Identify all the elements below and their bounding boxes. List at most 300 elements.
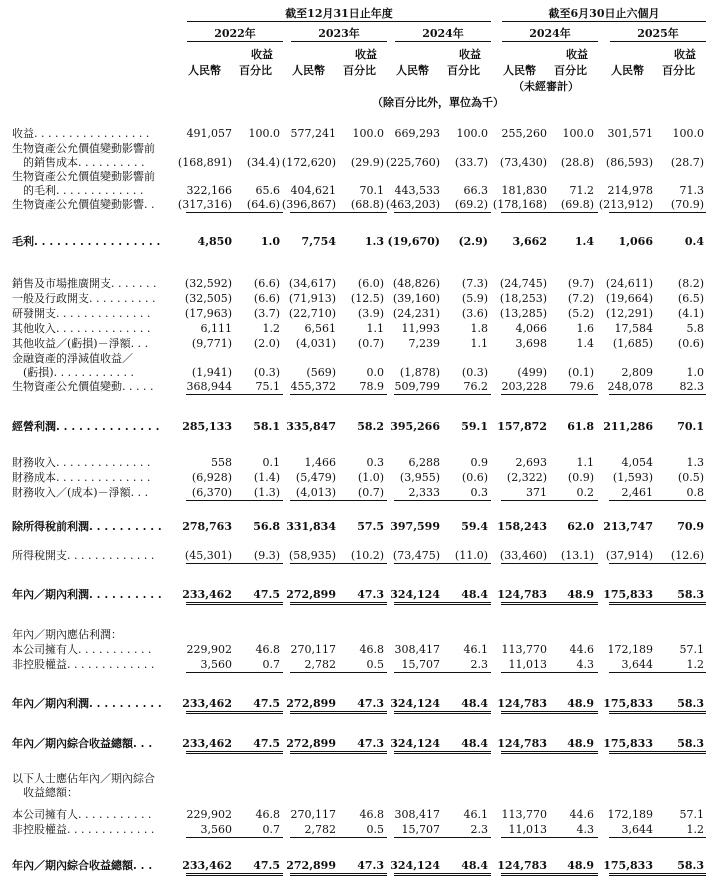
row-label: (虧損). . . . . . . . . . . . — [12, 366, 135, 379]
cell-percentage: (1.3) — [253, 486, 280, 499]
cell-percentage: 100.0 — [248, 127, 280, 140]
cell-amount: (18,253) — [499, 292, 547, 305]
cell-amount: (168,891) — [177, 156, 232, 169]
header-year-2023: 2023年 — [291, 27, 387, 42]
cell-percentage: 66.3 — [463, 184, 488, 197]
cell-percentage: (10.2) — [350, 549, 384, 562]
cell-amount: 308,417 — [394, 808, 440, 821]
cell-amount: 124,783 — [497, 737, 547, 750]
row-label: 生物資產公允價值變動. . . . . — [12, 380, 154, 393]
cell-percentage: 70.1 — [677, 420, 704, 433]
cell-amount: (58,935) — [288, 549, 336, 562]
cell-amount: (172,620) — [281, 156, 336, 169]
cell-percentage: (69.8) — [560, 198, 594, 211]
cell-percentage: (34.4) — [246, 156, 280, 169]
header-col-pct-line1: 收益 — [674, 48, 696, 61]
cell-percentage: (1.0) — [357, 471, 384, 484]
cell-percentage: 0.5 — [366, 823, 384, 836]
cell-amount: 272,899 — [286, 737, 336, 750]
subtotal-rule — [290, 563, 387, 564]
cell-amount: (45,301) — [184, 549, 232, 562]
cell-percentage: 65.6 — [255, 184, 280, 197]
cell-percentage: 0.5 — [366, 658, 384, 671]
cell-amount: 558 — [211, 456, 232, 469]
cell-amount: (1,685) — [612, 337, 653, 350]
cell-amount: 443,533 — [394, 184, 440, 197]
cell-amount: 324,124 — [390, 737, 440, 750]
cell-amount: 203,228 — [501, 380, 547, 393]
row-label: 年內／期內綜合收益總額. . . — [12, 737, 153, 750]
header-col-pct-line1: 收益 — [355, 48, 377, 61]
cell-amount: (13,285) — [499, 307, 547, 320]
header-col-pct-line1: 收益 — [566, 48, 588, 61]
cell-amount: (3,955) — [399, 471, 440, 484]
cell-amount: (37,914) — [605, 549, 653, 562]
total-double-rule — [609, 873, 706, 876]
cell-percentage: (8.2) — [677, 277, 704, 290]
subtotal-rule — [501, 500, 598, 501]
cell-amount: (73,475) — [392, 549, 440, 562]
total-double-rule — [501, 751, 598, 754]
cell-percentage: (0.6) — [677, 337, 704, 350]
row-label: 其他收入. . . . . . . . . . . . . . — [12, 322, 151, 335]
cell-amount: 272,899 — [286, 859, 336, 872]
cell-amount: 158,243 — [497, 520, 547, 533]
total-double-rule — [290, 751, 387, 754]
cell-amount: 233,462 — [182, 588, 232, 601]
cell-percentage: (1.4) — [253, 471, 280, 484]
cell-amount: (19,664) — [605, 292, 653, 305]
cell-percentage: (29.9) — [350, 156, 384, 169]
cell-percentage: (3.7) — [253, 307, 280, 320]
subtotal-rule — [394, 837, 491, 838]
cell-percentage: 47.3 — [357, 859, 384, 872]
cell-amount: (24,611) — [605, 277, 653, 290]
cell-amount: 368,944 — [186, 380, 232, 393]
subtotal-rule — [609, 563, 706, 564]
cell-amount: (499) — [517, 366, 547, 379]
cell-percentage: 57.1 — [679, 643, 704, 656]
cell-amount: 270,117 — [290, 643, 336, 656]
cell-percentage: (12.6) — [670, 549, 704, 562]
header-col-pct-line2: 百分比 — [239, 64, 272, 77]
cell-amount: 2,809 — [621, 366, 653, 379]
cell-amount: 124,783 — [497, 588, 547, 601]
total-double-rule — [501, 602, 598, 605]
row-label: 其他收益／(虧損)－淨額. . . — [12, 337, 149, 350]
cell-amount: 11,013 — [508, 823, 547, 836]
cell-amount: 2,782 — [304, 658, 336, 671]
cell-percentage: 58.3 — [677, 697, 704, 710]
cell-percentage: 48.9 — [567, 859, 594, 872]
total-double-rule — [186, 751, 283, 754]
row-label: 年內／期內應佔利潤： — [12, 628, 122, 641]
cell-amount: (4,031) — [295, 337, 336, 350]
cell-percentage: (7.3) — [461, 277, 488, 290]
row-label: 的毛利. . . . . . . . . . . . . — [12, 184, 144, 197]
cell-percentage: 1.2 — [686, 823, 704, 836]
cell-amount: 4,066 — [515, 322, 547, 335]
cell-percentage: (9.7) — [567, 277, 594, 290]
cell-amount: 322,166 — [186, 184, 232, 197]
subtotal-rule — [186, 672, 283, 673]
cell-amount: 233,462 — [182, 697, 232, 710]
cell-percentage: 58.1 — [253, 420, 280, 433]
cell-amount: (24,745) — [499, 277, 547, 290]
cell-percentage: 100.0 — [562, 127, 594, 140]
cell-amount: 324,124 — [390, 588, 440, 601]
cell-percentage: 1.0 — [686, 366, 704, 379]
subtotal-rule — [186, 563, 283, 564]
units-note: （除百分比外，單位為千） — [372, 96, 504, 109]
cell-percentage: 1.6 — [576, 322, 594, 335]
cell-amount: 7,754 — [301, 235, 336, 248]
total-double-rule — [290, 602, 387, 605]
row-label: 一般及行政開支. . . . . . . . . . — [12, 292, 156, 305]
cell-amount: 181,830 — [501, 184, 547, 197]
subtotal-rule — [609, 837, 706, 838]
subtotal-rule — [501, 672, 598, 673]
cell-amount: 324,124 — [390, 859, 440, 872]
cell-amount: 2,693 — [515, 456, 547, 469]
cell-percentage: (0.5) — [677, 471, 704, 484]
header-col-rmb: 人民幣 — [188, 64, 221, 77]
cell-percentage: 0.1 — [262, 456, 280, 469]
cell-percentage: 100.0 — [456, 127, 488, 140]
cell-amount: 1,066 — [618, 235, 653, 248]
cell-amount: 214,978 — [607, 184, 653, 197]
cell-amount: 3,698 — [515, 337, 547, 350]
cell-amount: (24,231) — [392, 307, 440, 320]
cell-amount: (6,928) — [191, 471, 232, 484]
cell-amount: 6,111 — [200, 322, 232, 335]
total-double-rule — [394, 873, 491, 876]
cell-amount: 272,899 — [286, 697, 336, 710]
subtotal-rule — [290, 837, 387, 838]
cell-percentage: 71.3 — [679, 184, 704, 197]
cell-amount: 15,707 — [401, 658, 440, 671]
cell-percentage: 1.4 — [576, 337, 594, 350]
cell-amount: (6,370) — [191, 486, 232, 499]
cell-percentage: 47.5 — [253, 737, 280, 750]
cell-percentage: 46.1 — [463, 643, 488, 656]
cell-percentage: (6.5) — [677, 292, 704, 305]
cell-amount: 229,902 — [186, 808, 232, 821]
cell-amount: 3,644 — [621, 823, 653, 836]
cell-percentage: 4.3 — [576, 658, 594, 671]
subtotal-rule — [609, 394, 706, 395]
cell-amount: (1,878) — [399, 366, 440, 379]
total-double-rule — [394, 751, 491, 754]
header-col-rmb: 人民幣 — [396, 64, 429, 77]
cell-amount: (73,430) — [499, 156, 547, 169]
cell-amount: 6,288 — [408, 456, 440, 469]
subtotal-rule — [609, 212, 706, 213]
cell-amount: 124,783 — [497, 859, 547, 872]
cell-amount: 331,834 — [286, 520, 336, 533]
cell-percentage: (28.7) — [670, 156, 704, 169]
cell-percentage: 1.2 — [262, 322, 280, 335]
total-double-rule — [609, 711, 706, 714]
cell-percentage: (2.0) — [253, 337, 280, 350]
header-col-pct-line2: 百分比 — [343, 64, 376, 77]
subtotal-rule — [290, 212, 387, 213]
cell-percentage: 47.3 — [357, 737, 384, 750]
cell-percentage: 1.1 — [576, 456, 594, 469]
cell-amount: (9,771) — [191, 337, 232, 350]
row-label: 年內／期內利潤. . . . . . . . . . — [12, 697, 162, 710]
cell-percentage: 76.2 — [463, 380, 488, 393]
cell-percentage: 0.4 — [684, 235, 704, 248]
cell-percentage: (70.9) — [670, 198, 704, 211]
header-h1-2025: 2025年 — [610, 27, 706, 42]
cell-percentage: 1.1 — [366, 322, 384, 335]
cell-percentage: 46.8 — [255, 808, 280, 821]
cell-percentage: (28.8) — [560, 156, 594, 169]
cell-amount: (19,670) — [387, 235, 440, 248]
cell-percentage: 1.2 — [686, 658, 704, 671]
cell-amount: 509,799 — [394, 380, 440, 393]
cell-percentage: (5.2) — [567, 307, 594, 320]
row-label: 研發開支. . . . . . . . . . . . . . — [12, 307, 151, 320]
cell-percentage: 47.3 — [357, 697, 384, 710]
cell-percentage: 48.4 — [461, 859, 488, 872]
cell-percentage: (33.7) — [454, 156, 488, 169]
header-col-pct-line1: 收益 — [459, 48, 481, 61]
cell-percentage: 48.9 — [567, 588, 594, 601]
cell-percentage: 59.4 — [461, 520, 488, 533]
cell-percentage: 61.8 — [567, 420, 594, 433]
cell-amount: (213,912) — [598, 198, 653, 211]
cell-percentage: 4.3 — [576, 823, 594, 836]
cell-amount: 455,372 — [290, 380, 336, 393]
cell-percentage: (5.9) — [461, 292, 488, 305]
row-label: 金融資產的淨減值收益／ — [12, 352, 133, 365]
cell-amount: (2,322) — [506, 471, 547, 484]
cell-percentage: (7.2) — [567, 292, 594, 305]
cell-amount: 270,117 — [290, 808, 336, 821]
header-year-2024: 2024年 — [395, 27, 491, 42]
cell-percentage: 58.3 — [677, 588, 704, 601]
cell-amount: 3,662 — [512, 235, 547, 248]
cell-percentage: (6.6) — [253, 277, 280, 290]
cell-amount: (86,593) — [605, 156, 653, 169]
row-label: 財務收入／(成本)－淨額. . . — [12, 486, 149, 499]
cell-amount: 172,189 — [607, 808, 653, 821]
cell-amount: 15,707 — [401, 823, 440, 836]
cell-percentage: (12.5) — [350, 292, 384, 305]
total-double-rule — [186, 873, 283, 876]
cell-percentage: 48.9 — [567, 697, 594, 710]
row-label: 生物資產公允價值變動影響. . — [12, 198, 155, 211]
cell-amount: 3,560 — [200, 658, 232, 671]
cell-amount: 113,770 — [501, 808, 547, 821]
cell-amount: 397,599 — [390, 520, 440, 533]
cell-percentage: 75.1 — [255, 380, 280, 393]
cell-percentage: 100.0 — [352, 127, 384, 140]
cell-amount: 577,241 — [290, 127, 336, 140]
row-label: 非控股權益. . . . . . . . . . . . . — [12, 823, 155, 836]
cell-percentage: 78.9 — [359, 380, 384, 393]
cell-percentage: 57.1 — [679, 808, 704, 821]
total-double-rule — [609, 751, 706, 754]
header-col-pct-line1: 收益 — [251, 48, 273, 61]
row-label: 財務收入. . . . . . . . . . . . . . — [12, 456, 151, 469]
row-label: 本公司擁有人. . . . . . . . . . . — [12, 808, 152, 821]
cell-percentage: (0.7) — [357, 486, 384, 499]
cell-percentage: (2.9) — [458, 235, 488, 248]
cell-percentage: (4.1) — [677, 307, 704, 320]
total-double-rule — [501, 873, 598, 876]
cell-percentage: (0.1) — [567, 366, 594, 379]
cell-percentage: (69.2) — [454, 198, 488, 211]
cell-percentage: 79.6 — [569, 380, 594, 393]
cell-percentage: 62.0 — [567, 520, 594, 533]
cell-amount: 175,833 — [603, 697, 653, 710]
cell-percentage: 46.8 — [359, 643, 384, 656]
cell-amount: (463,203) — [385, 198, 440, 211]
row-label: 以下人士應佔年內／期內綜合 — [12, 772, 155, 785]
cell-amount: (569) — [306, 366, 336, 379]
cell-amount: 255,260 — [501, 127, 547, 140]
cell-percentage: (6.0) — [357, 277, 384, 290]
cell-percentage: (13.1) — [560, 549, 594, 562]
cell-amount: 4,054 — [621, 456, 653, 469]
cell-amount: (32,592) — [184, 277, 232, 290]
header-col-pct-line2: 百分比 — [554, 64, 587, 77]
cell-percentage: (3.6) — [461, 307, 488, 320]
total-double-rule — [501, 711, 598, 714]
cell-amount: (39,160) — [392, 292, 440, 305]
header-col-pct-line2: 百分比 — [447, 64, 480, 77]
row-label: 本公司擁有人. . . . . . . . . . . — [12, 643, 152, 656]
cell-percentage: 1.4 — [574, 235, 594, 248]
cell-percentage: 46.8 — [255, 643, 280, 656]
cell-amount: 491,057 — [186, 127, 232, 140]
cell-percentage: 5.8 — [686, 322, 704, 335]
row-label: 非控股權益. . . . . . . . . . . . . — [12, 658, 155, 671]
cell-amount: 2,333 — [408, 486, 440, 499]
subtotal-rule — [501, 837, 598, 838]
cell-percentage: 0.7 — [262, 658, 280, 671]
cell-percentage: 0.8 — [686, 486, 704, 499]
cell-amount: 324,124 — [390, 697, 440, 710]
cell-amount: 175,833 — [603, 859, 653, 872]
cell-amount: 248,078 — [607, 380, 653, 393]
subtotal-rule — [394, 212, 491, 213]
cell-percentage: 47.5 — [253, 859, 280, 872]
cell-amount: 17,584 — [614, 322, 653, 335]
header-h1-2024: 2024年 — [502, 27, 598, 42]
cell-percentage: 1.3 — [686, 456, 704, 469]
cell-amount: 213,747 — [603, 520, 653, 533]
cell-percentage: 2.3 — [470, 823, 488, 836]
cell-percentage: 46.8 — [359, 808, 384, 821]
cell-percentage: 1.3 — [364, 235, 384, 248]
cell-percentage: 57.5 — [357, 520, 384, 533]
cell-amount: (225,760) — [385, 156, 440, 169]
header-col-pct-line2: 百分比 — [662, 64, 695, 77]
cell-percentage: 59.1 — [461, 420, 488, 433]
cell-percentage: 0.2 — [576, 486, 594, 499]
row-label: 經營利潤. . . . . . . . . . . . . . — [12, 420, 160, 433]
cell-amount: 404,621 — [290, 184, 336, 197]
cell-amount: 278,763 — [182, 520, 232, 533]
cell-percentage: (0.7) — [357, 337, 384, 350]
cell-amount: 175,833 — [603, 588, 653, 601]
subtotal-rule — [501, 394, 598, 395]
cell-percentage: (68.8) — [350, 198, 384, 211]
cell-percentage: 47.5 — [253, 697, 280, 710]
total-double-rule — [186, 711, 283, 714]
cell-percentage: 82.3 — [679, 380, 704, 393]
cell-amount: 211,286 — [603, 420, 653, 433]
cell-amount: 175,833 — [603, 737, 653, 750]
subtotal-rule — [186, 394, 283, 395]
cell-amount: 7,239 — [408, 337, 440, 350]
cell-percentage: 70.1 — [359, 184, 384, 197]
cell-percentage: 48.4 — [461, 697, 488, 710]
cell-amount: 157,872 — [497, 420, 547, 433]
cell-percentage: 71.2 — [569, 184, 594, 197]
cell-percentage: 0.9 — [470, 456, 488, 469]
row-label: 財務成本. . . . . . . . . . . . . . — [12, 471, 151, 484]
cell-amount: 11,993 — [401, 322, 440, 335]
cell-amount: 172,189 — [607, 643, 653, 656]
cell-percentage: (11.0) — [454, 549, 488, 562]
unaudited-note: （未經審計） — [513, 80, 579, 93]
row-label: 收益. . . . . . . . . . . . . . . . . — [12, 127, 150, 140]
cell-amount: 124,783 — [497, 697, 547, 710]
total-double-rule — [290, 873, 387, 876]
cell-percentage: 48.9 — [567, 737, 594, 750]
cell-percentage: 0.3 — [470, 486, 488, 499]
cell-percentage: (64.6) — [246, 198, 280, 211]
cell-amount: (396,867) — [281, 198, 336, 211]
cell-percentage: 48.4 — [461, 588, 488, 601]
cell-percentage: 46.1 — [463, 808, 488, 821]
cell-amount: 335,847 — [286, 420, 336, 433]
cell-amount: (317,316) — [177, 198, 232, 211]
row-label: 生物資產公允價值變動影響前 — [12, 142, 155, 155]
cell-amount: 1,466 — [304, 456, 336, 469]
cell-percentage: 70.9 — [677, 520, 704, 533]
cell-percentage: 58.3 — [677, 859, 704, 872]
subtotal-rule — [394, 563, 491, 564]
subtotal-rule — [290, 500, 387, 501]
cell-amount: (48,826) — [392, 277, 440, 290]
subtotal-rule — [394, 394, 491, 395]
cell-amount: (1,941) — [191, 366, 232, 379]
header-col-rmb: 人民幣 — [292, 64, 325, 77]
header-col-rmb: 人民幣 — [611, 64, 644, 77]
cell-percentage: 44.6 — [569, 643, 594, 656]
row-label: 年內／期內綜合收益總額. . . — [12, 859, 153, 872]
header-group-fiscal-years: 截至12月31日止年度 — [187, 7, 491, 22]
cell-percentage: (3.9) — [357, 307, 384, 320]
cell-amount: (12,291) — [605, 307, 653, 320]
subtotal-rule — [186, 212, 283, 213]
header-year-2022: 2022年 — [187, 27, 283, 42]
cell-percentage: (0.3) — [253, 366, 280, 379]
total-double-rule — [290, 711, 387, 714]
cell-amount: 229,902 — [186, 643, 232, 656]
cell-amount: (71,913) — [288, 292, 336, 305]
cell-percentage: (0.6) — [461, 471, 488, 484]
cell-amount: 669,293 — [394, 127, 440, 140]
cell-percentage: 100.0 — [672, 127, 704, 140]
cell-percentage: (9.3) — [253, 549, 280, 562]
